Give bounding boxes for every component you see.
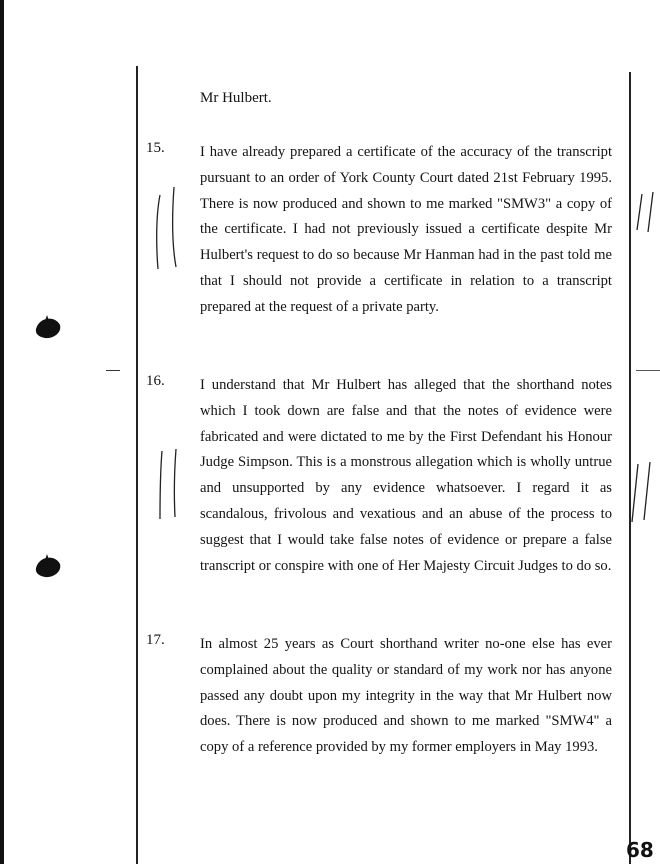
handwritten-margin-mark (154, 447, 182, 521)
salutation-line: Mr Hulbert. (200, 90, 272, 106)
punch-hole-icon (33, 552, 63, 580)
handwritten-margin-mark (150, 185, 184, 273)
paragraph-text: In almost 25 years as Court shorthand writer no-one else has ever complained about the quality or standard of my work nor has anyone passed any doubt upon my integrity in the way that Mr Hulbert now does. There is now produced and shown to me marked "SMW4" a copy of a reference provided by my former employers in May 1993. (200, 636, 612, 756)
left-margin-tick (106, 370, 120, 371)
punch-hole-icon (33, 313, 63, 341)
scan-edge (0, 0, 4, 864)
right-margin-tick (636, 370, 660, 371)
paragraph-text: I have already prepared a certificate of the accuracy of the transcript pursuant to an order of York County Court dated 21st February 1995. There is now produced and shown to me marked "SMW3" a copy of the certificate. I had not previously issued a certificate despite Mr Hulbert's request to do so because Mr Hanman had in the past told me that I should not provide a certificate in relation to a transcript prepared at the request of a private party. (200, 144, 612, 315)
paragraph-number: 16. (146, 373, 165, 389)
left-margin-rule (136, 66, 138, 864)
paragraph-number: 17. (146, 632, 165, 648)
handwritten-margin-mark (634, 190, 658, 234)
handwritten-margin-mark (628, 462, 656, 524)
paragraph-text: I understand that Mr Hulbert has alleged that the shorthand notes which I took down are false and that the notes of evidence were fabricated and were dictated to me by the First Defendant his Honour Judge Simpson. This is a monstrous allegation which is wholly untrue and unsupported by any evidence whatsoever. I regard it as scandalous, frivolous and vexatious and an abuse of the process to suggest that I would take false notes of evidence or prepare a false transcript or conspire with one of Her Majesty Circuit Judges to do so. (200, 377, 612, 574)
paragraph-number: 15. (146, 140, 165, 156)
page-number: 68 (626, 838, 654, 862)
